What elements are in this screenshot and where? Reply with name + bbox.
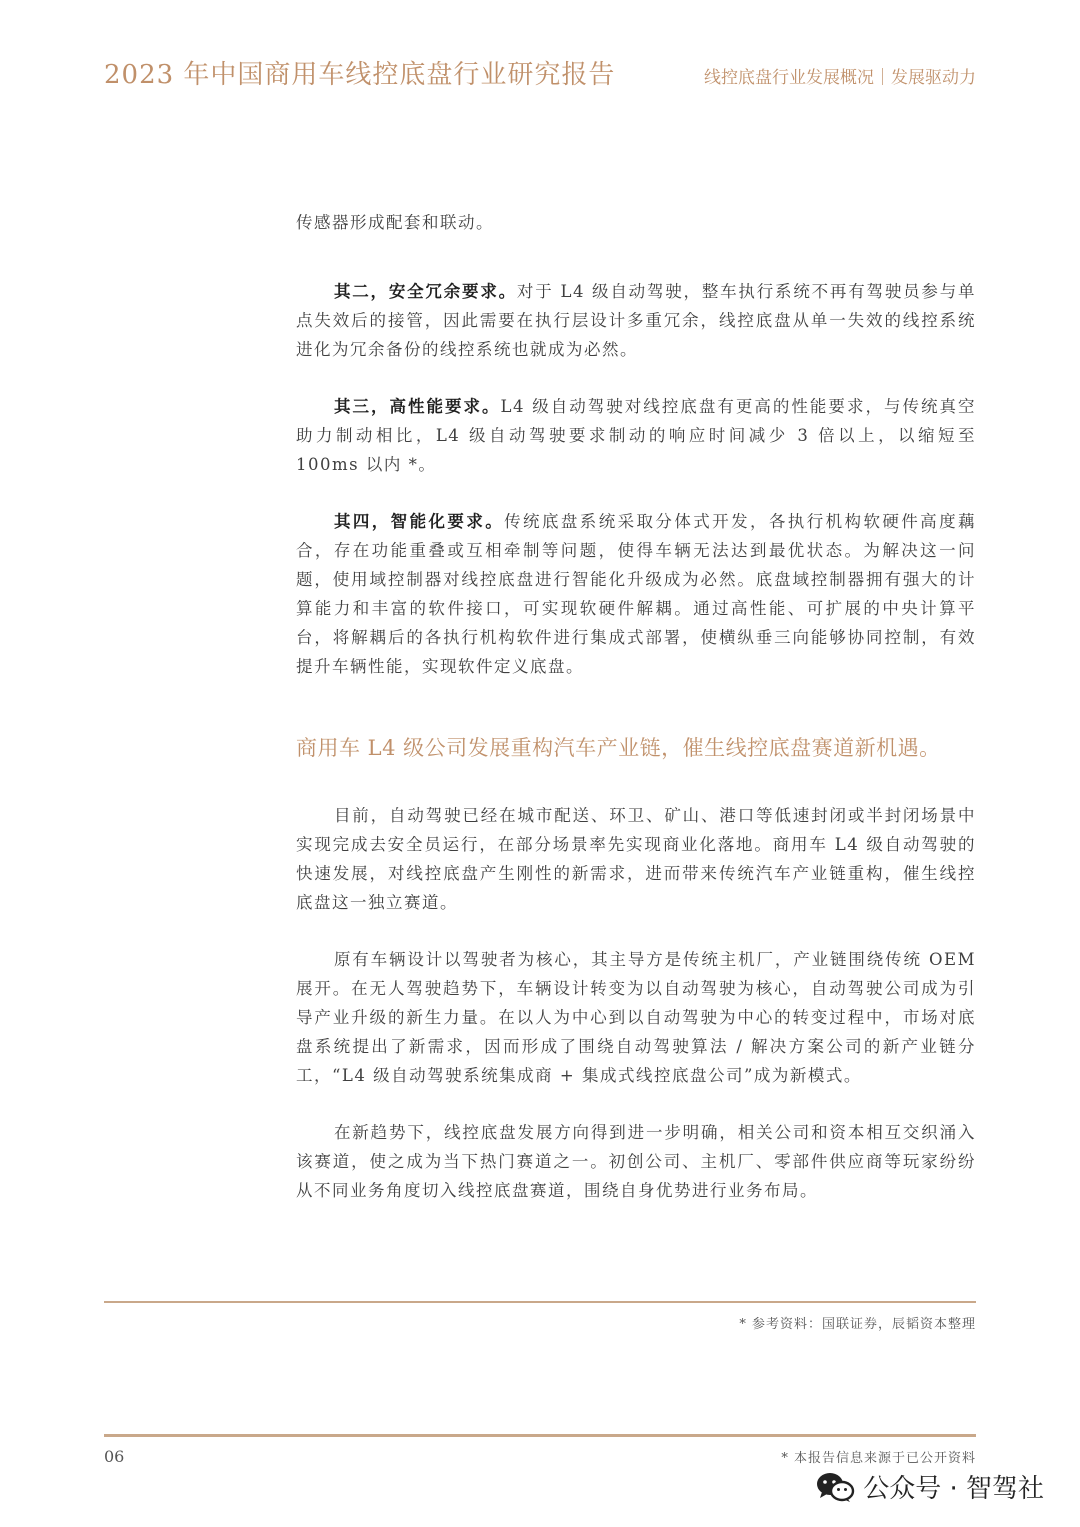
page-number: 06 xyxy=(104,1447,125,1466)
report-title: 2023 年中国商用车线控底盘行业研究报告 xyxy=(104,60,616,90)
paragraph-intelligence xyxy=(296,507,976,681)
main-content xyxy=(296,208,976,1205)
wechat-icon xyxy=(815,1471,855,1503)
section-heading: 商用车 L4 级公司发展重构汽车产业链，催生线控底盘赛道新机遇。 xyxy=(296,736,941,760)
paragraph-text: 传统底盘系统采取分体式开发，各执行机构软硬件高度藕合，存在功能重叠或互相牵制等问题，使得车辆无法达到最优状态。为解决这一问题，使用域控制器对线控底盘进行智能化升级成为必然。底盘域控制器拥有强大的计算能力和丰富的软件接口，可实现软硬件解耦。通过高性能、可扩展的中央计算平台，将解耦后的各执行机构软件进行集成式部署，使横纵垂三向能够协同控制，有效提升车辆性能，实现软件定义底盘。 xyxy=(296,512,977,676)
paragraph-lead: 其三，高性能要求。 xyxy=(333,397,501,416)
paragraph-high-performance xyxy=(296,392,976,479)
wechat-watermark xyxy=(815,1468,1044,1505)
divider-line xyxy=(104,1301,976,1303)
paragraph-current-status: 目前，自动驾驶已经在城市配送、环卫、矿山、港口等低速封闭或半封闭场景中实现完成去安全员运行，在部分场景率先实现商业化落地。商用车 L4 级自动驾驶的快速发展，对线控底盘产生刚性的新需求，进而带来传统汽车产业链重构，催生线控底盘这一独立赛道。 xyxy=(296,806,976,912)
paragraph-continuation: 传感器形成配套和联动。 xyxy=(296,213,494,232)
paragraph-new-trend: 在新趋势下，线控底盘发展方向得到进一步明确，相关公司和资本相互交织涌入该赛道，使之成为当下热门赛道之一。初创公司、主机厂、零部件供应商等玩家纷纷从不同业务角度切入线控底盘赛道，围绕自身优势进行业务布局。 xyxy=(296,1123,976,1200)
paragraph-text: 对于 L4 级自动驾驶，整车执行系统不再有驾驶员参与单点失效后的接管，因此需要在执行层设计多重冗余，线控底盘从单一失效的线控系统进化为冗余备份的线控系统也就成为必然。 xyxy=(296,282,977,359)
paragraph-lead: 其四，智能化要求。 xyxy=(333,512,505,531)
footer-divider xyxy=(104,1434,976,1437)
paragraph-industry-chain: 原有车辆设计以驾驶者为核心，其主导方是传统主机厂，产业链围绕传统 OEM 展开。在无人驾驶趋势下，车辆设计转变为以自动驾驶为核心，自动驾驶公司成为引导产业升级的新生力量。在以人为中心到以自动驾驶为中心的转变过程中，市场对底盘系统提出了新需求，因而形成了围绕自动驾驶算法 / 解决方案公司的新产业链分工，“L4 级自动驾驶系统集成商 + 集成式线控底盘公司”成为新模式。 xyxy=(296,950,976,1085)
source-note: * 参考资料：国联证券，辰韬资本整理 xyxy=(739,1317,976,1332)
paragraph-text: L4 级自动驾驶对线控底盘有更高的性能要求，与传统真空助力制动相比，L4 级自动驾驶要求制动的响应时间减少 3 倍以上，以缩短至 100ms 以内 *。 xyxy=(296,397,977,474)
paragraph-safety-redundancy xyxy=(296,277,976,364)
section-breadcrumb: 线控底盘行业发展概况｜发展驱动力 xyxy=(704,68,976,88)
footer-note: * 本报告信息来源于已公开资料 xyxy=(781,1451,976,1466)
wechat-label: 公众号 · 智驾社 xyxy=(863,1474,1044,1504)
paragraph-lead: 其二，安全冗余要求。 xyxy=(333,282,517,301)
